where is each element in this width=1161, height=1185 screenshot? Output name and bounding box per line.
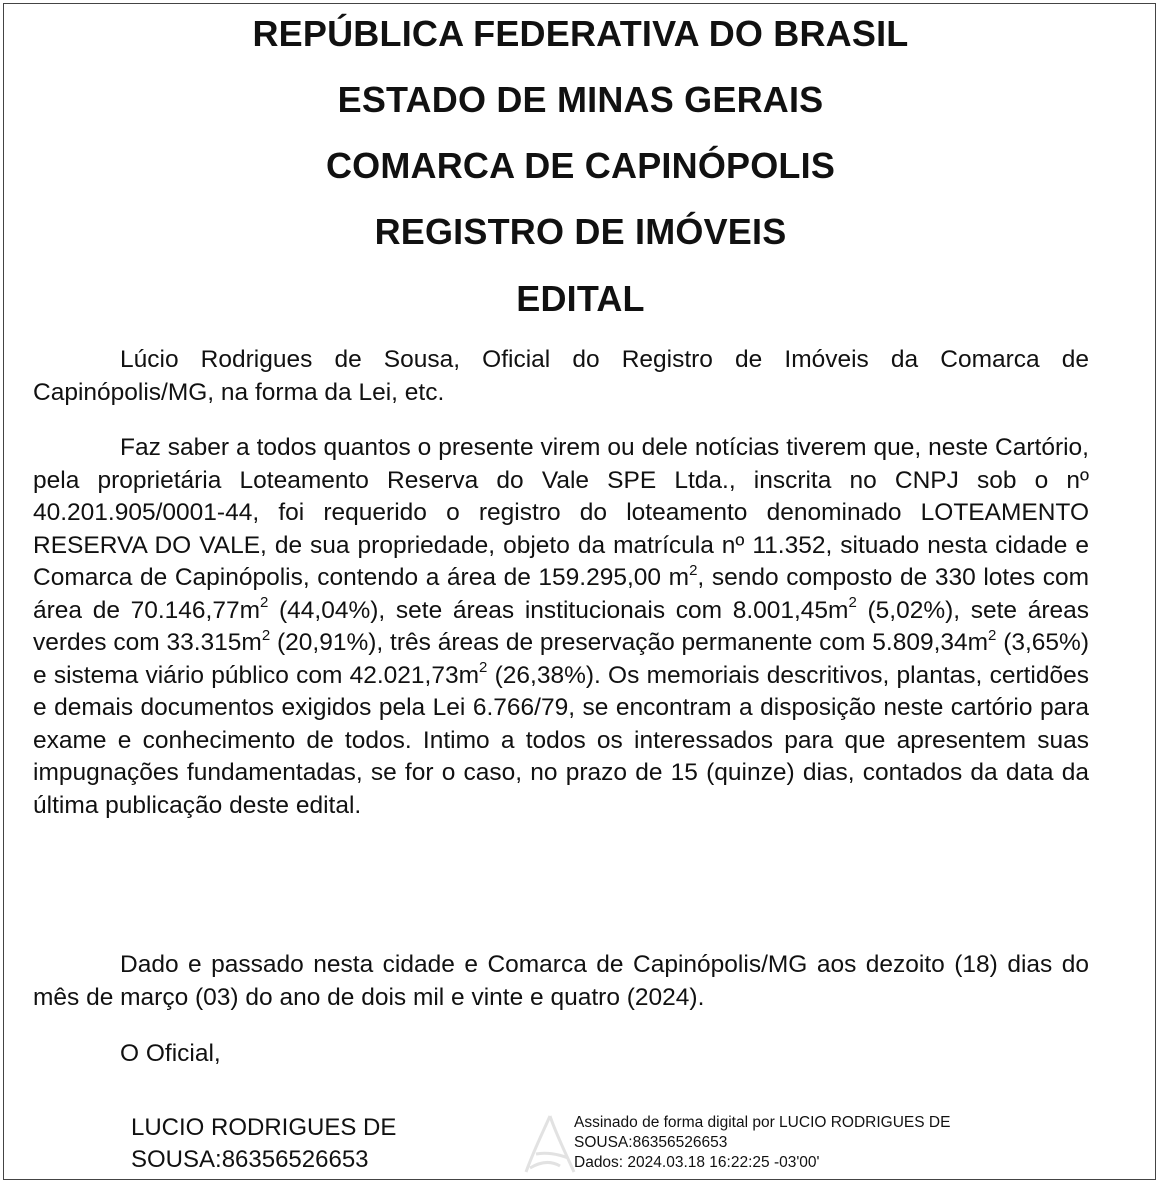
stamp-line-2: SOUSA:86356526653 xyxy=(574,1134,728,1151)
main-text-7: (26,38%). Os memoriais descritivos, plantas, certidões e demais documentos exigidos pela Lei 6.766/79, se encontram a disposição neste cartório para exame e conhecimento de todos. Intimo a todos os interessados para que apresentem suas impugnações fundamentadas, se for o caso, no prazo de 15 (quinze) dias, contados da data da última publicação deste edital. xyxy=(33,661,1089,819)
digital-signature-watermark-icon xyxy=(520,1110,580,1180)
main-text-3: (44,04%), sete áreas institucionais com 8.001,45m xyxy=(268,596,849,624)
header-republica: REPÚBLICA FEDERATIVA DO BRASIL xyxy=(252,13,909,54)
signer-name-line1: LUCIO RODRIGUES DE xyxy=(131,1114,397,1141)
superscript-2: 2 xyxy=(689,561,698,579)
signer-name xyxy=(131,1112,396,1176)
main-text-1: Faz saber a todos quantos o presente virem ou dele notícias tiverem que, neste Cartório, pela proprietária Loteamento Reserva do Vale SPE Ltda., inscrita no CNPJ sob o nº 40.201.905/0001-44, foi requerido o registro do loteamento denominado LOTEAMENTO RESERVA DO VALE, de sua propriedade, objeto da matrícula nº 11.352, situado nesta cidade e Comarca de Capinópolis, contendo a área de 159.295,00 m xyxy=(33,434,1089,591)
superscript-2: 2 xyxy=(260,594,269,612)
header-estado: ESTADO DE MINAS GERAIS xyxy=(337,79,824,120)
signer-name-line2: SOUSA:86356526653 xyxy=(131,1146,369,1173)
superscript-2: 2 xyxy=(988,626,997,644)
main-paragraph xyxy=(33,432,1089,822)
main-text-2: , sendo composto de 330 lotes com área de 70.146,77m xyxy=(33,564,1089,624)
header-edital: EDITAL xyxy=(516,278,645,319)
superscript-2: 2 xyxy=(848,594,857,612)
officer-label: O Oficial, xyxy=(120,1040,221,1067)
main-text-5: (20,91%), três áreas de preservação permanente com 5.809,34m xyxy=(270,629,989,656)
intro-paragraph: Lúcio Rodrigues de Sousa, Oficial do Registro de Imóveis da Comarca de Capinópolis/MG, na forma da Lei, etc. xyxy=(33,346,1089,406)
header-registro: REGISTRO DE IMÓVEIS xyxy=(374,211,787,252)
closing-paragraph: Dado e passado nesta cidade e Comarca de Capinópolis/MG aos dezoito (18) dias do mês de março (03) do ano de dois mil e vinte e quatro (2024). xyxy=(33,951,1089,1011)
superscript-2: 2 xyxy=(261,626,271,644)
stamp-line-1: Assinado de forma digital por LUCIO RODRIGUES DE xyxy=(574,1114,951,1131)
digital-signature-stamp xyxy=(574,1113,950,1173)
main-text-4: (5,02%), sete áreas verdes com 33.315m xyxy=(33,596,1090,656)
superscript-2: 2 xyxy=(479,659,488,677)
header-comarca: COMARCA DE CAPINÓPOLIS xyxy=(325,145,836,186)
stamp-line-3: Dados: 2024.03.18 16:22:25 -03'00' xyxy=(574,1154,820,1171)
main-text-6: (3,65%) e sistema viário público com 42.021,73m xyxy=(33,629,1090,689)
